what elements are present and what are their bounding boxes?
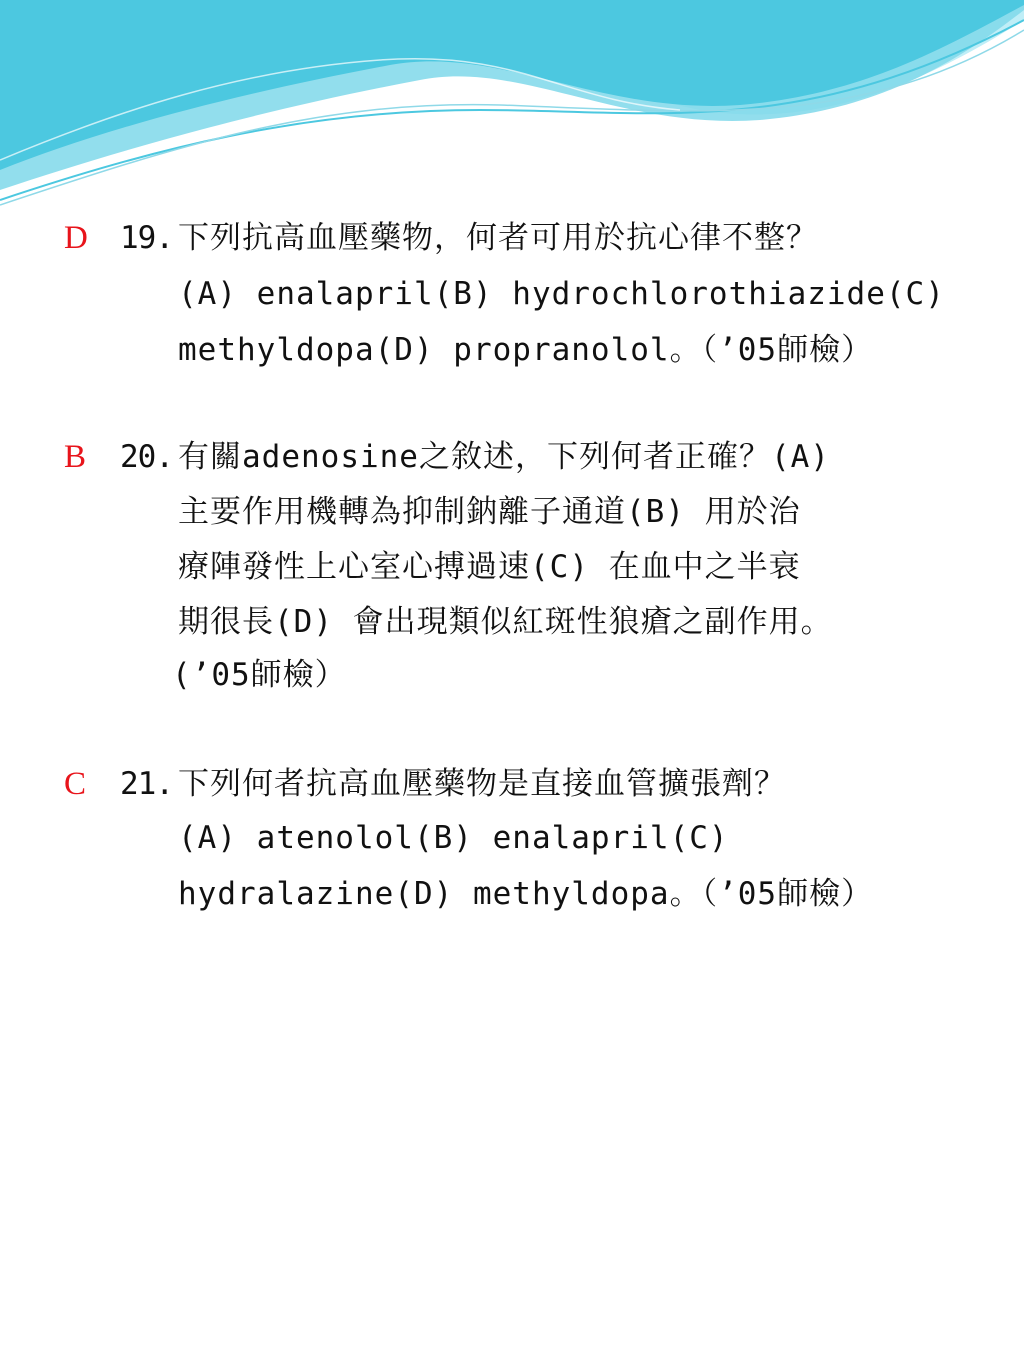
question-text-line: 療陣發性上心室心搏過速(C) 在血中之半衰 [178, 549, 801, 585]
question-text-line: (’05師檢） [172, 657, 347, 693]
question-text-line: 主要作用機轉為抑制鈉離子通道(B) 用於治 [178, 494, 801, 530]
header-wave-decoration [0, 0, 1024, 230]
question-text-line: (A) enalapril(B) hydrochlorothiazide(C) [178, 276, 945, 312]
answer-key: B [64, 439, 87, 475]
question-text-line: 期很長(D) 會出現類似紅斑性狼瘡之副作用。 [178, 604, 833, 640]
question-text-line: (A) atenolol(B) enalapril(C) [178, 820, 729, 856]
question-text-line: methyldopa(D) propranolol。（’05師檢） [178, 332, 874, 368]
question-number: 21. [120, 766, 173, 802]
question-text-line: hydralazine(D) methyldopa。（’05師檢） [178, 876, 874, 912]
question-text-line: 有關adenosine之敘述，下列何者正確？(A) [178, 439, 830, 475]
question-text-line: 下列何者抗高血壓藥物是直接血管擴張劑？ [178, 766, 786, 802]
question-text-line: 下列抗高血壓藥物，何者可用於抗心律不整？ [178, 220, 818, 256]
question-number: 20. [120, 439, 173, 475]
answer-key: D [64, 220, 88, 256]
question-number: 19. [120, 220, 173, 256]
answer-key: C [64, 766, 87, 802]
